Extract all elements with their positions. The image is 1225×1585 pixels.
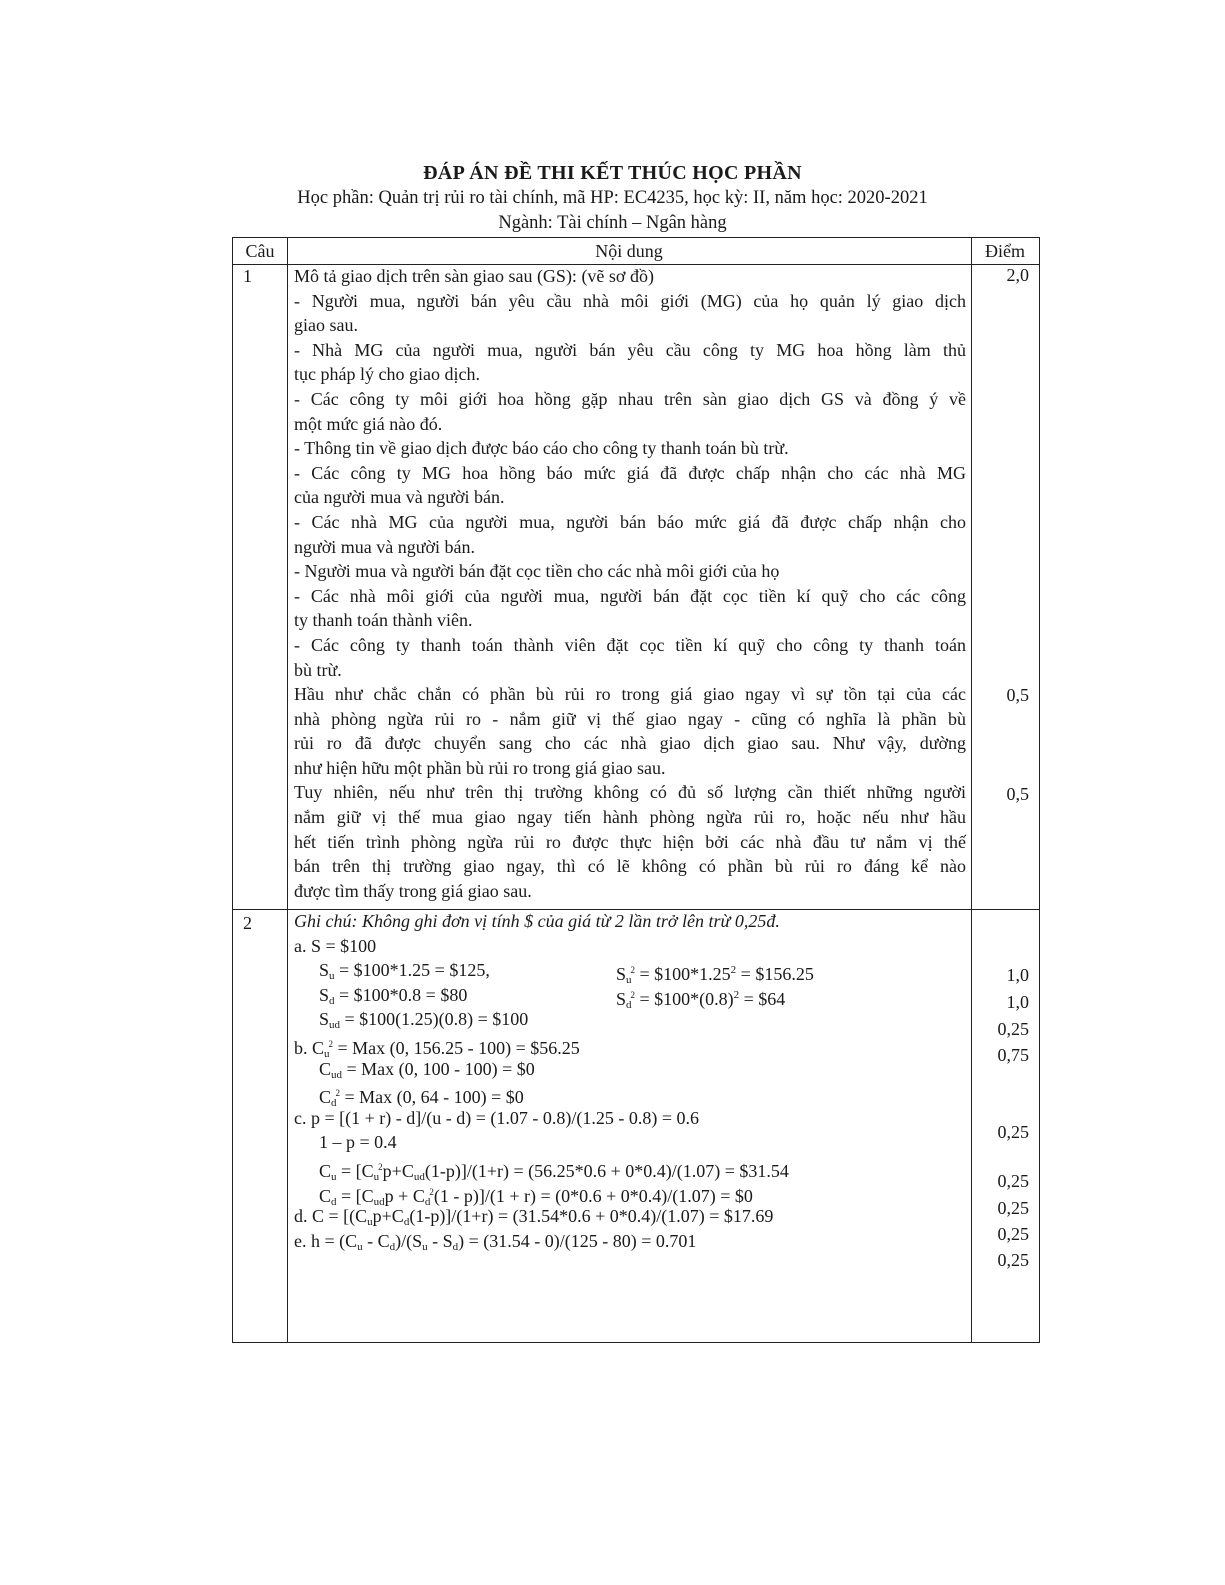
q1-line: - Các công ty môi giới hoa hồng gặp nhau trên sàn giao dịch GS và đồng ý về bbox=[294, 388, 966, 409]
points-value: 1,0 bbox=[1006, 992, 1029, 1012]
points-value: 0,25 bbox=[997, 1250, 1029, 1270]
q1-line: người mua và người bán. bbox=[294, 536, 476, 557]
q1-line: - Thông tin về giao dịch được báo cáo cho công ty thanh toán bù trừ. bbox=[294, 438, 789, 459]
formula-text: = $156.25 bbox=[736, 964, 814, 985]
q1-line: - Các công ty MG hoa hồng báo mức giá đã được chấp nhận cho các nhà MG bbox=[294, 462, 966, 483]
major-line: Ngành: Tài chính – Ngân hàng bbox=[498, 213, 727, 233]
q1-line: - Các nhà môi giới của người mua, người bán đặt cọc tiền kí quỹ cho các công bbox=[294, 585, 966, 606]
formula-text: C bbox=[319, 1185, 332, 1206]
q1-paragraph-line: nhà phòng ngừa rủi ro - nắm giữ vị thế giao ngay - cũng có nghĩa là phần bù bbox=[294, 708, 966, 729]
formula-text: - S bbox=[427, 1230, 453, 1251]
question-number: 2 bbox=[243, 913, 252, 933]
q2-part-c: c. p = [(1 + r) - d]/(u - d) = (1.07 - 0.8)/(1.25 - 0.8) = 0.6 bbox=[294, 1107, 700, 1128]
formula-subscript: ud bbox=[329, 1019, 341, 1032]
formula-text: - C bbox=[362, 1230, 390, 1251]
formula-superscript: 2 bbox=[630, 965, 636, 976]
column-header-content: Nội dung bbox=[595, 241, 663, 261]
points-value: 0,5 bbox=[1006, 784, 1029, 804]
formula-subscript: u bbox=[329, 970, 335, 983]
formula-subscript: ud bbox=[373, 1195, 385, 1208]
formula-subscript: ud bbox=[331, 1068, 343, 1081]
formula-text: C bbox=[319, 1058, 332, 1079]
formula-text: = $100*0.8 = $80 bbox=[334, 984, 468, 1005]
q1-line: của người mua và người bán. bbox=[294, 487, 505, 508]
points-value: 0,25 bbox=[997, 1019, 1029, 1039]
points-value: 0,5 bbox=[1006, 685, 1029, 705]
points-value: 0,25 bbox=[997, 1122, 1029, 1142]
formula-text: S bbox=[616, 964, 627, 985]
formula-text: = $100(1.25)(0.8) = $100 bbox=[340, 1009, 529, 1030]
question-2-content bbox=[294, 909, 966, 1253]
column-divider bbox=[287, 238, 288, 1342]
formula-subscript: d bbox=[331, 1097, 337, 1110]
column-header-question: Câu bbox=[245, 241, 275, 261]
q1-paragraph-line: như hiện hữu một phần bù rủi ro trong giá giao sau. bbox=[294, 757, 666, 778]
formula-superscript: 2 bbox=[733, 988, 740, 1001]
formula-text: = [C bbox=[336, 1185, 374, 1206]
formula-text: C bbox=[319, 1087, 332, 1108]
q2-formula-cd2 bbox=[294, 1081, 966, 1110]
formula-superscript: 2 bbox=[429, 1186, 434, 1197]
q1-paragraph-line: được tìm thấy trong giá giao sau. bbox=[294, 880, 532, 901]
formula-superscript: 2 bbox=[328, 1038, 334, 1049]
formula-superscript: 2 bbox=[730, 964, 737, 977]
formula-subscript: u bbox=[324, 1047, 330, 1060]
q2-formula-sd2 bbox=[616, 983, 785, 1018]
formula-subscript: u bbox=[373, 1170, 380, 1183]
formula-superscript: 2 bbox=[378, 1161, 383, 1172]
q2-part-b bbox=[294, 1032, 966, 1060]
q1-line: giao sau. bbox=[294, 315, 358, 336]
points-value: 0,75 bbox=[997, 1045, 1029, 1065]
points-value: 0,25 bbox=[997, 1171, 1029, 1191]
formula-text: (1-p)]/(1+r) = (56.25*0.6 + 0*0.4)/(1.07) = $31.54 bbox=[424, 1160, 789, 1181]
q1-intro: Mô tả giao dịch trên sàn giao sau (GS): (vẽ sơ đồ) bbox=[294, 266, 654, 286]
formula-text: p+C bbox=[372, 1206, 404, 1227]
question-number: 1 bbox=[243, 266, 252, 286]
q2-formula-cd bbox=[294, 1180, 966, 1208]
q1-line: tục pháp lý cho giao dịch. bbox=[294, 364, 480, 385]
formula-text: = $64 bbox=[739, 988, 786, 1009]
points-value: 0,25 bbox=[997, 1198, 1029, 1218]
column-divider bbox=[971, 238, 972, 1342]
formula-text: = $100*1.25 bbox=[635, 964, 731, 985]
formula-subscript: d bbox=[331, 1195, 337, 1208]
q1-line: ty thanh toán thành viên. bbox=[294, 610, 473, 631]
formula-text: S bbox=[319, 984, 330, 1005]
q1-line: một mức giá nào đó. bbox=[294, 413, 443, 434]
q2-formula-cu bbox=[294, 1155, 966, 1183]
formula-subscript: d bbox=[424, 1195, 431, 1208]
q1-paragraph-line: nắm giữ vị thế mua giao ngay tiến hành phòng ngừa rủi ro, hoặc nếu như hầu bbox=[294, 807, 966, 828]
q2-formula-su bbox=[294, 958, 966, 987]
q2-formula-cud bbox=[294, 1057, 966, 1082]
formula-subscript: u bbox=[422, 1240, 428, 1253]
answer-table bbox=[232, 237, 1040, 1343]
formula-text: p+C bbox=[382, 1160, 414, 1181]
formula-text: = Max (0, 156.25 - 100) = $56.25 bbox=[333, 1037, 580, 1058]
q1-paragraph-line: Tuy nhiên, nếu như trên thị trường không có đủ số lượng cần thiết những người bbox=[294, 782, 966, 803]
formula-text: = [C bbox=[336, 1160, 374, 1181]
q2-part-d bbox=[294, 1204, 966, 1229]
formula-text: = $100*1.25 = $125, bbox=[334, 960, 490, 981]
formula-text: = Max (0, 100 - 100) = $0 bbox=[342, 1058, 535, 1079]
q1-line: - Các nhà MG của người mua, người bán báo mức giá đã được chấp nhận cho bbox=[294, 511, 966, 532]
q1-paragraph-line: bán trên thị trường giao ngay, thì có lẽ không có phần bù rủi ro đáng kể nào bbox=[294, 856, 966, 877]
formula-subscript: d bbox=[403, 1216, 410, 1229]
formula-superscript: 2 bbox=[630, 989, 636, 1000]
formula-text: )/(S bbox=[395, 1230, 423, 1251]
formula-subscript: u bbox=[357, 1240, 363, 1253]
formula-text: S bbox=[319, 1009, 330, 1030]
formula-subscript: d bbox=[452, 1240, 459, 1253]
formula-subscript: u bbox=[331, 1170, 337, 1183]
formula-subscript: d bbox=[626, 998, 632, 1011]
formula-text: ) = (31.54 - 0)/(125 - 80) = 0.701 bbox=[458, 1230, 697, 1251]
formula-text: (1-p)]/(1+r) = (31.54*0.6 + 0*0.4)/(1.07) = $17.69 bbox=[409, 1206, 774, 1227]
q2-formula-sd bbox=[294, 983, 966, 1011]
formula-subscript: u bbox=[367, 1216, 373, 1229]
formula-text: C bbox=[319, 1160, 332, 1181]
q1-line: - Người mua và người bán đặt cọc tiền cho các nhà môi giới của họ bbox=[294, 561, 780, 582]
formula-subscript: u bbox=[626, 974, 632, 987]
formula-text: p + C bbox=[384, 1185, 425, 1206]
formula-text: b. C bbox=[294, 1037, 325, 1058]
formula-subscript: d bbox=[329, 994, 335, 1007]
q1-paragraph-line: rủi ro đã được chuyển sang cho các nhà giao dịch giao sau. Như vậy, dường bbox=[294, 733, 966, 754]
q2-part-a: a. S = $100 bbox=[294, 935, 377, 956]
q2-note: Ghi chú: Không ghi đơn vị tính $ của giá từ 2 lần trở lên trừ 0,25đ. bbox=[294, 911, 780, 931]
q1-paragraph-line: hết tiến trình phòng ngừa rủi ro được thực hiện bởi các nhà đầu tư nắm vị thế bbox=[294, 831, 966, 852]
q1-line: - Người mua, người bán yêu cầu nhà môi giới (MG) của họ quản lý giao dịch bbox=[294, 290, 966, 311]
column-header-points: Điểm bbox=[985, 241, 1025, 261]
points-value: 0,25 bbox=[997, 1224, 1029, 1244]
q1-paragraph-line: Hầu như chắc chắn có phần bù rủi ro trong giá giao ngay vì sự tồn tại của các bbox=[294, 684, 966, 705]
formula-subscript: ud bbox=[413, 1170, 425, 1183]
q2-one-minus-p: 1 – p = 0.4 bbox=[319, 1132, 397, 1153]
formula-subscript: d bbox=[389, 1240, 396, 1253]
formula-text: = $100*(0.8) bbox=[635, 988, 734, 1009]
formula-text: S bbox=[319, 960, 330, 981]
course-subtitle: Học phần: Quản trị rủi ro tài chính, mã HP: EC4235, học kỳ: II, năm học: 2020-2021 bbox=[297, 188, 928, 208]
page-title: ĐÁP ÁN ĐỀ THI KẾT THÚC HỌC PHẦN bbox=[423, 162, 802, 184]
q1-line: - Nhà MG của người mua, người bán yêu cầu công ty MG hoa hồng làm thủ bbox=[294, 339, 966, 360]
formula-superscript: 2 bbox=[335, 1088, 341, 1099]
formula-text: d. C = [(C bbox=[294, 1206, 368, 1227]
formula-text: = Max (0, 64 - 100) = $0 bbox=[340, 1087, 524, 1108]
formula-text: S bbox=[616, 988, 627, 1009]
formula-text: e. h = (C bbox=[294, 1230, 358, 1251]
points-value: 1,0 bbox=[1006, 965, 1029, 985]
formula-text: (1 - p)]/(1 + r) = (0*0.6 + 0*0.4)/(1.07) = $0 bbox=[433, 1185, 753, 1206]
question-1-content bbox=[294, 264, 966, 903]
q1-line: bù trừ. bbox=[294, 659, 342, 680]
q1-line: - Các công ty thanh toán thành viên đặt cọc tiền kí quỹ cho công ty thanh toán bbox=[294, 634, 966, 655]
q2-part-e bbox=[294, 1229, 966, 1254]
points-value: 2,0 bbox=[1006, 265, 1029, 285]
